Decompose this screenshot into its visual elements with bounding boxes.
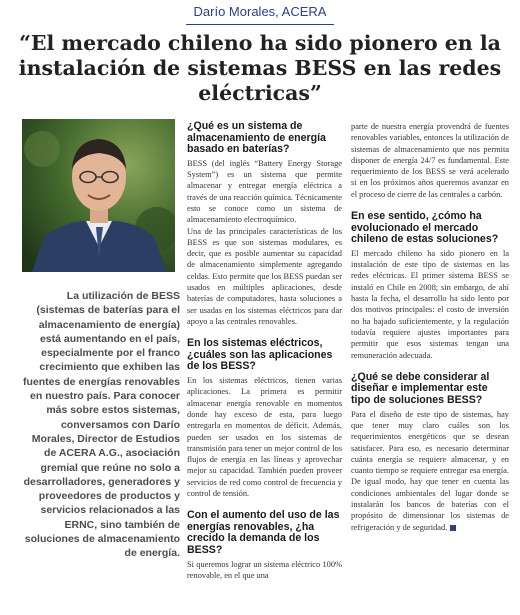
answer-paragraph: Si queremos lograr un sistema eléctrico 100% renovable, en el que una: [187, 559, 342, 580]
answer-paragraph: En los sistemas eléctricos, tienen varias aplicaciones. La primera es permitir almacenar energía renovable en momentos donde hay exceso de esta, para luego entregarla en momentos de déficit. Además, pueden ser usados en los sistemas de transmisión para tener un mejor control de los flujos de energía en las líneas y aprovechar mejor su capacidad. También pueden proveer servicios de red como control de frecuencia y control de tensión.: [187, 376, 342, 498]
end-of-article-icon: [450, 525, 456, 531]
column-1: [187, 121, 342, 581]
question-heading: ¿Qué es un sistema de almacenamiento de energía basado en baterías?: [187, 120, 326, 156]
author-photo: [22, 119, 175, 272]
answer-paragraph: El mercado chileno ha sido pionero en la instalación de este tipo de sistemas en las redes eléctricas. El primer sistema BESS se instaló en Chile en 2008; sin embargo, de ahí hasta la fecha, el desarrollo ha sido lento por dos motivos principales: el costo de inversión no ha bajado suficientemente, y la regulación todavía requiere ajustes importantes para permitir que esos sistemas tengan una remuneración adecuada.: [351, 248, 509, 360]
column-2: [351, 121, 509, 533]
answer-paragraph: BESS (del inglés “Battery Energy Storage System”) es un sistema que permite almacenar y entregar energía eléctrica a través de una reacción química. Técnicamente esto se conoce como un sistema de almacenamiento electroquímico.: [187, 158, 342, 225]
question-heading: ¿Qué se debe considerar al diseñar e implementar este tipo de soluciones BESS?: [351, 370, 490, 407]
answer-text: Para el diseño de este tipo de sistemas, hay que tener muy claro cuáles son los requerimientos energéticos que se desean satisfacer. Para eso, es necesario determinar cuánta energía se requiere almacenar, y en cuanto tiempo se requiere entregar esa energía. De igual modo, hay que tener en cuenta las condiciones ambientales del lugar donde se instalarán los bancos de baterías con el propósito de dimensionar los sistemas de refrigeración y de seguridad.: [351, 409, 509, 532]
intro-text: La utilización de BESS (sistemas de baterías para el almacenamiento de energía) está aumentando en el país, especialmente por el franco crecimiento que exhiben las fuentes de energías renovables en nuestro país. Para conocer más sobre estos sistemas, conversamos con Darío Morales, Director de Estudios de ACERA A.G., asociación gremial que reúne no solo a desarrolladores, generadores y proveedores de productos y servicios relacionados a las ERNC, sino también de soluciones de almacenamiento de energía.: [23, 290, 180, 560]
answer-paragraph: Una de las principales características de los BESS es que son sistemas modulares, es decir, que es posible aumentar su capacidad de almacenamiento simplemente agregando celdas. Esto permite que los BESS puedan ser usados en múltiples aplicaciones, desde baterías de computadores, hasta soluciones a ser usadas en los sistemas eléctricos para dar apoyo a las centrales renovables.: [187, 226, 342, 326]
answer-paragraph: [351, 409, 509, 533]
question-heading: En los sistemas eléctricos, ¿cuáles son las aplicaciones de los BESS?: [187, 337, 333, 373]
question-heading: En ese sentido, ¿cómo ha evolucionado el mercado chileno de estas soluciones?: [351, 210, 499, 246]
article-headline: “El mercado chileno ha sido pionero en la instalación de sistemas BESS en las redes eléctricas”: [18, 31, 502, 105]
kicker-underline: [186, 24, 334, 25]
author-kicker: Darío Morales, ACERA: [193, 4, 327, 19]
answer-paragraph: parte de nuestra energía provendrá de fuentes renovables variables, entonces la utilización de sistemas de almacenamiento que nos permita disponer de energía 24/7 es fundamental. Este requerimiento de los BESS se verá acelerado si en los próximos años queremos avanzar en el proceso de cierre de las centrales a carbón.: [351, 122, 509, 199]
article-intro: [20, 289, 180, 561]
question-heading: Con el aumento del uso de las energías renovables, ¿ha crecido la demanda de los BESS?: [187, 509, 340, 557]
